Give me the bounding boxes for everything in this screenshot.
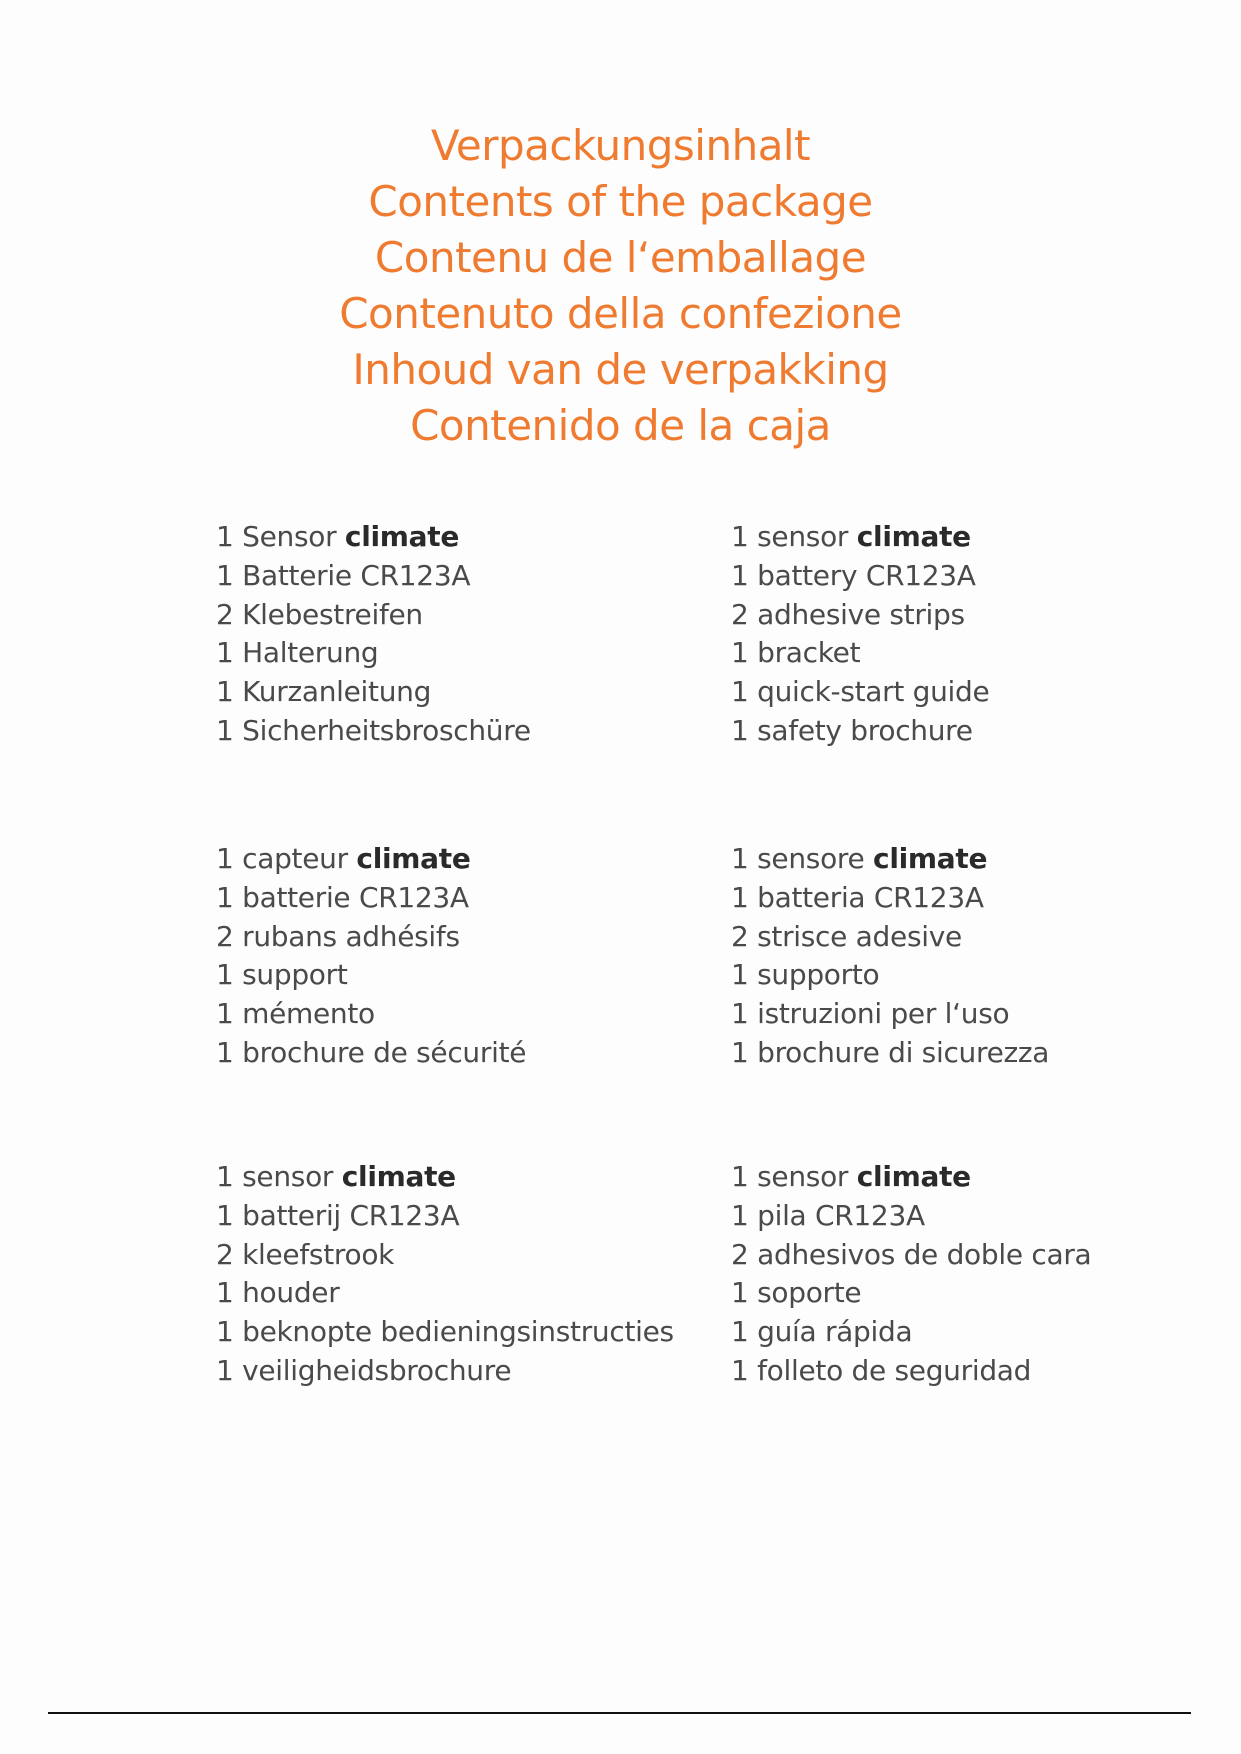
- sensor-label: 1 capteur: [216, 842, 357, 875]
- list-item-sensor: [216, 840, 686, 879]
- product-name: climate: [856, 520, 971, 553]
- list-item: 1 batterie CR123A: [216, 880, 469, 914]
- list-item: 1 quick-start guide: [731, 675, 990, 709]
- list-item: 1 safety brochure: [731, 713, 973, 747]
- list-item: 2 kleefstrook: [216, 1237, 395, 1271]
- footer-divider: [48, 1712, 1191, 1714]
- contents-list-german: [216, 518, 686, 751]
- title-spanish: Contenido de la caja: [410, 401, 831, 450]
- title-english: Contents of the package: [368, 177, 873, 226]
- list-item-sensor: [216, 518, 686, 557]
- list-item: 2 strisce adesive: [731, 919, 962, 953]
- list-item: 1 brochure de sécurité: [216, 1035, 527, 1069]
- list-item: 1 battery CR123A: [731, 558, 976, 592]
- product-name: climate: [344, 520, 460, 553]
- list-item: 2 adhesive strips: [731, 597, 965, 631]
- title-italian: Contenuto della confezione: [339, 289, 902, 338]
- sensor-label: 1 sensore: [731, 842, 874, 875]
- contents-list-italian: [731, 840, 1201, 1073]
- contents-list-dutch: [216, 1158, 686, 1391]
- list-item: 1 folleto de seguridad: [731, 1353, 1032, 1387]
- list-item: 1 istruzioni per l‘uso: [731, 997, 1010, 1031]
- list-item: 1 guía rápida: [731, 1315, 913, 1349]
- list-item: 2 rubans adhésifs: [216, 919, 460, 953]
- list-item: 1 batterij CR123A: [216, 1198, 460, 1232]
- list-item: 1 Sicherheitsbroschüre: [216, 713, 531, 747]
- list-item: 1 Batterie CR123A: [216, 558, 471, 592]
- list-item: 1 houder: [216, 1276, 340, 1310]
- list-item: 1 veiligheidsbrochure: [216, 1353, 512, 1387]
- list-item: 1 Kurzanleitung: [216, 675, 432, 709]
- list-item: 1 Halterung: [216, 636, 379, 670]
- sensor-label: 1 sensor: [731, 520, 857, 553]
- sensor-label: 1 sensor: [216, 1160, 342, 1193]
- list-item: 1 pila CR123A: [731, 1198, 925, 1232]
- list-item: 1 mémento: [216, 997, 375, 1031]
- product-name: climate: [341, 1160, 456, 1193]
- list-item: 1 bracket: [731, 636, 861, 670]
- contents-list-french: [216, 840, 686, 1073]
- title-french: Contenu de l‘emballage: [374, 233, 867, 282]
- product-name: climate: [856, 1160, 971, 1193]
- product-name: climate: [873, 842, 988, 875]
- package-contents-titles: [0, 118, 1241, 454]
- contents-list-spanish: [731, 1158, 1201, 1391]
- sensor-label: 1 Sensor: [216, 520, 345, 553]
- list-item: 2 adhesivos de doble cara: [731, 1237, 1092, 1271]
- product-name: climate: [356, 842, 471, 875]
- list-item: 1 beknopte bedieningsinstructies: [216, 1315, 674, 1349]
- contents-list-english: [731, 518, 1201, 751]
- list-item-sensor: [216, 1158, 686, 1197]
- list-item-sensor: [731, 840, 1201, 879]
- list-item: 1 soporte: [731, 1276, 862, 1310]
- list-item-sensor: [731, 518, 1201, 557]
- sensor-label: 1 sensor: [731, 1160, 857, 1193]
- title-dutch: Inhoud van de verpakking: [352, 345, 889, 394]
- title-german: Verpackungsinhalt: [430, 121, 811, 170]
- list-item-sensor: [731, 1158, 1201, 1197]
- list-item: 1 batteria CR123A: [731, 880, 984, 914]
- list-item: 1 brochure di sicurezza: [731, 1035, 1050, 1069]
- list-item: 2 Klebestreifen: [216, 597, 423, 631]
- list-item: 1 supporto: [731, 958, 880, 992]
- list-item: 1 support: [216, 958, 348, 992]
